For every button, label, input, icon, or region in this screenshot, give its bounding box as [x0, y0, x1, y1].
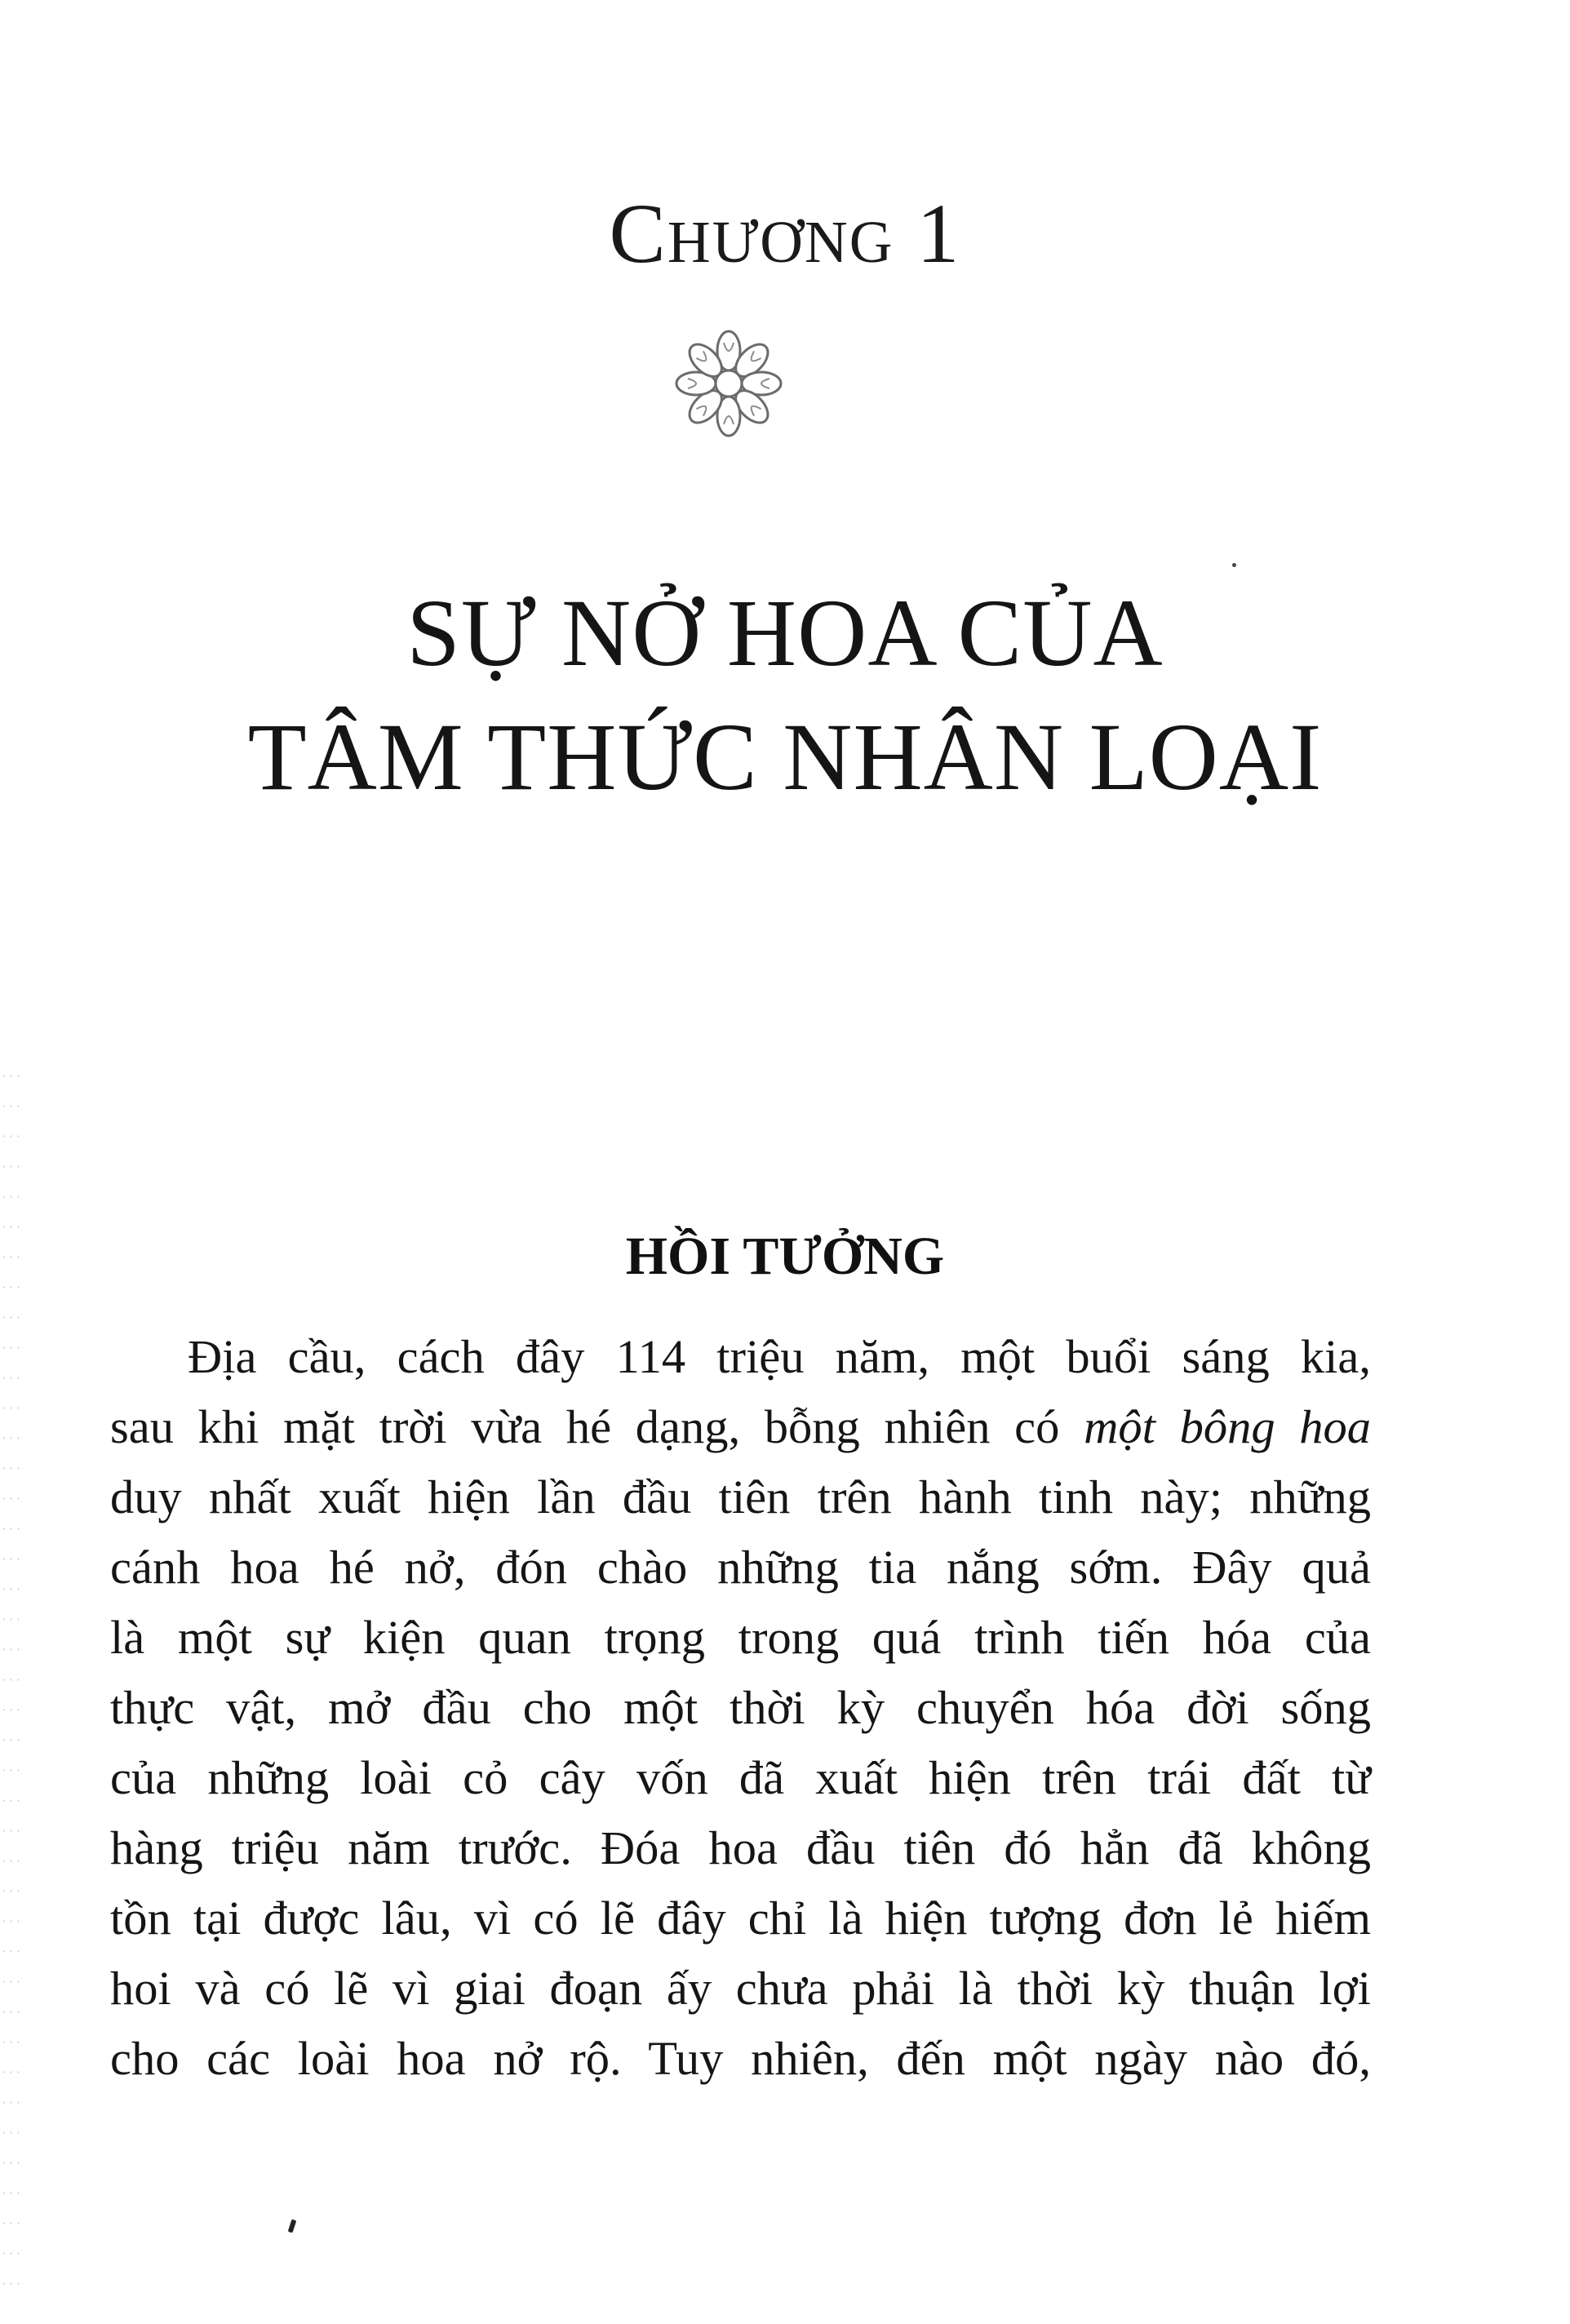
paragraph-line: Địa cầu, cách đây 114 triệu năm, một buổi sáng kia,	[188, 1330, 1371, 1383]
body-paragraph	[110, 1322, 1371, 2094]
ink-mark	[288, 2219, 297, 2233]
paragraph-line: của những loài cỏ cây vốn đã xuất hiện trên trái đất từ	[110, 1751, 1371, 1804]
paragraph-line-text: sau khi mặt trời vừa hé dạng, bỗng nhiên có	[110, 1400, 1060, 1453]
emphasis-text: một bông hoa	[1084, 1400, 1372, 1453]
paragraph-line	[110, 1392, 1371, 1462]
paragraph-line: thực vật, mở đầu cho một thời kỳ chuyển hóa đời sống	[110, 1681, 1371, 1734]
flower-ornament-icon	[667, 322, 790, 445]
chapter-label: Chương 1	[609, 187, 961, 281]
scan-speck	[1232, 563, 1236, 567]
chapter-title-line-1: SỰ NỞ HOA CỦA	[406, 579, 1164, 686]
paragraph-line: hoi và có lẽ vì giai đoạn ấy chưa phải là thời kỳ thuận lợi	[110, 1962, 1371, 2015]
section-heading: HỒI TƯỞNG	[625, 1226, 945, 1286]
paragraph-line: hàng triệu năm trước. Đóa hoa đầu tiên đó hẳn đã không	[110, 1821, 1371, 1874]
paragraph-line: cánh hoa hé nở, đón chào những tia nắng sớm. Đây quả	[110, 1541, 1371, 1594]
paragraph-line: là một sự kiện quan trọng trong quá trình tiến hóa của	[110, 1611, 1371, 1664]
chapter-title	[0, 571, 1570, 819]
paragraph-line: tồn tại được lâu, vì có lẽ đây chỉ là hiện tượng đơn lẻ hiếm	[110, 1892, 1371, 1945]
paragraph-line: duy nhất xuất hiện lần đầu tiên trên hành tinh này; những	[110, 1470, 1371, 1523]
paragraph-line: cho các loài hoa nở rộ. Tuy nhiên, đến một ngày nào đó,	[110, 2032, 1371, 2085]
chapter-title-line-2: TÂM THỨC NHÂN LOẠI	[247, 703, 1323, 810]
